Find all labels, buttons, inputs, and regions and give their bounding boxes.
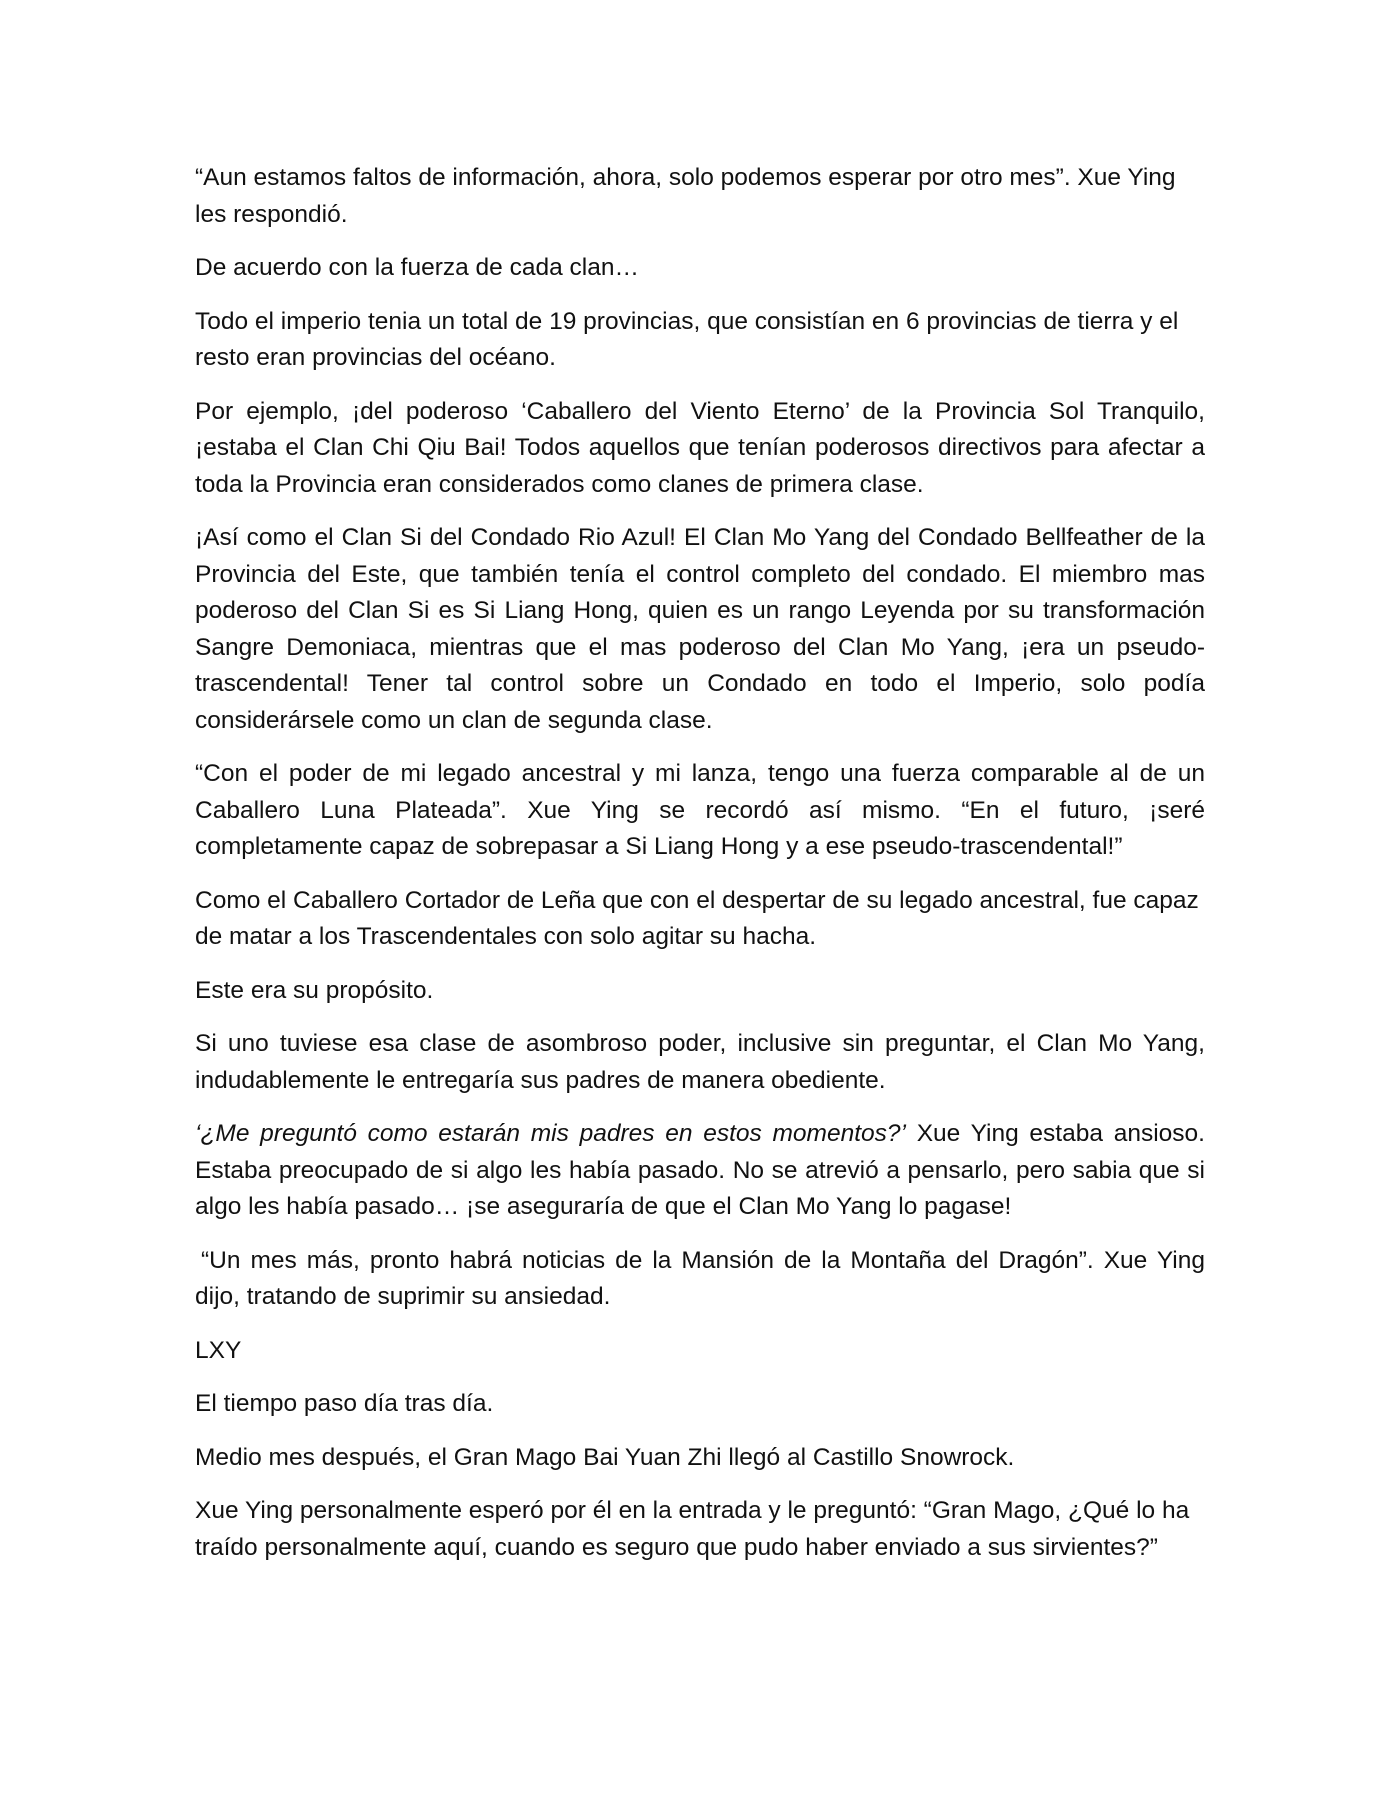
paragraph: Este era su propósito. (195, 976, 434, 1004)
paragraph: Si uno tuviese esa clase de asombroso poder, inclusive sin preguntar, el Clan Mo Yang, indudablemente le entregaría sus padres de manera obediente. (195, 1030, 1205, 1094)
paragraph: Todo el imperio tenia un total de 19 provincias, que consistían en 6 provincias de tierra y el resto eran provincias del océano. (195, 307, 1179, 371)
document-body (195, 160, 1205, 1583)
paragraph: “Aun estamos faltos de información, ahora, solo podemos esperar por otro mes”. Xue Ying les respondió. (195, 164, 1176, 228)
paragraph: “Un mes más, pronto habrá noticias de la Mansión de la Montaña del Dragón”. Xue Ying dijo, tratando de suprimir su ansiedad. (195, 1246, 1205, 1310)
paragraph: El tiempo paso día tras día. (195, 1390, 494, 1417)
scene-break: LXY (195, 1336, 242, 1364)
paragraph: ¡Así como el Clan Si del Condado Rio Azul! El Clan Mo Yang del Condado Bellfeather de la Provincia del Este, que también tenía el control completo del condado. El miembro mas poderoso del Clan Si es Si Liang Hong, quien es un rango Leyenda por su transformación Sangre Demoniaca, mientras que el mas poderoso del Clan Mo Yang, ¡era un pseudo-trascendental! Tener tal control sobre un Condado en todo el Imperio, solo podía considerársele como un clan de segunda clase. (195, 524, 1205, 734)
paragraph: Medio mes después, el Gran Mago Bai Yuan Zhi llegó al Castillo Snowrock. (195, 1443, 1015, 1471)
paragraph: De acuerdo con la fuerza de cada clan… (195, 254, 639, 281)
italic-thought: ‘¿Me preguntó como estarán mis padres en estos momentos?’ (195, 1120, 906, 1147)
paragraph: “Con el poder de mi legado ancestral y mi lanza, tengo una fuerza comparable al de un Caballero Luna Plateada”. Xue Ying se recordó así mismo. “En el futuro, ¡seré completamente capaz de sobrepasar a Si Liang Hong y a ese pseudo-trascendental!” (195, 760, 1205, 860)
paragraph: Como el Caballero Cortador de Leña que con el despertar de su legado ancestral, fue capaz de matar a los Trascendentales con solo agitar su hacha. (195, 886, 1199, 950)
paragraph-text: Xue Ying estaba ansioso. Estaba preocupado de si algo les había pasado. No se atrevió a pensarlo, pero sabia que si algo les había pasado… ¡se aseguraría de que el Clan Mo Yang lo pagase! (195, 1120, 1205, 1220)
paragraph (195, 1116, 1205, 1226)
paragraph: Por ejemplo, ¡del poderoso ‘Caballero del Viento Eterno’ de la Provincia Sol Tranquilo, ¡estaba el Clan Chi Qiu Bai! Todos aquellos que tenían poderosos directivos para afectar a toda la Provincia eran considerados como clanes de primera clase. (195, 397, 1205, 498)
paragraph: Xue Ying personalmente esperó por él en la entrada y le preguntó: “Gran Mago, ¿Qué lo ha traído personalmente aquí, cuando es seguro que pudo haber enviado a sus sirvientes?” (195, 1497, 1190, 1561)
